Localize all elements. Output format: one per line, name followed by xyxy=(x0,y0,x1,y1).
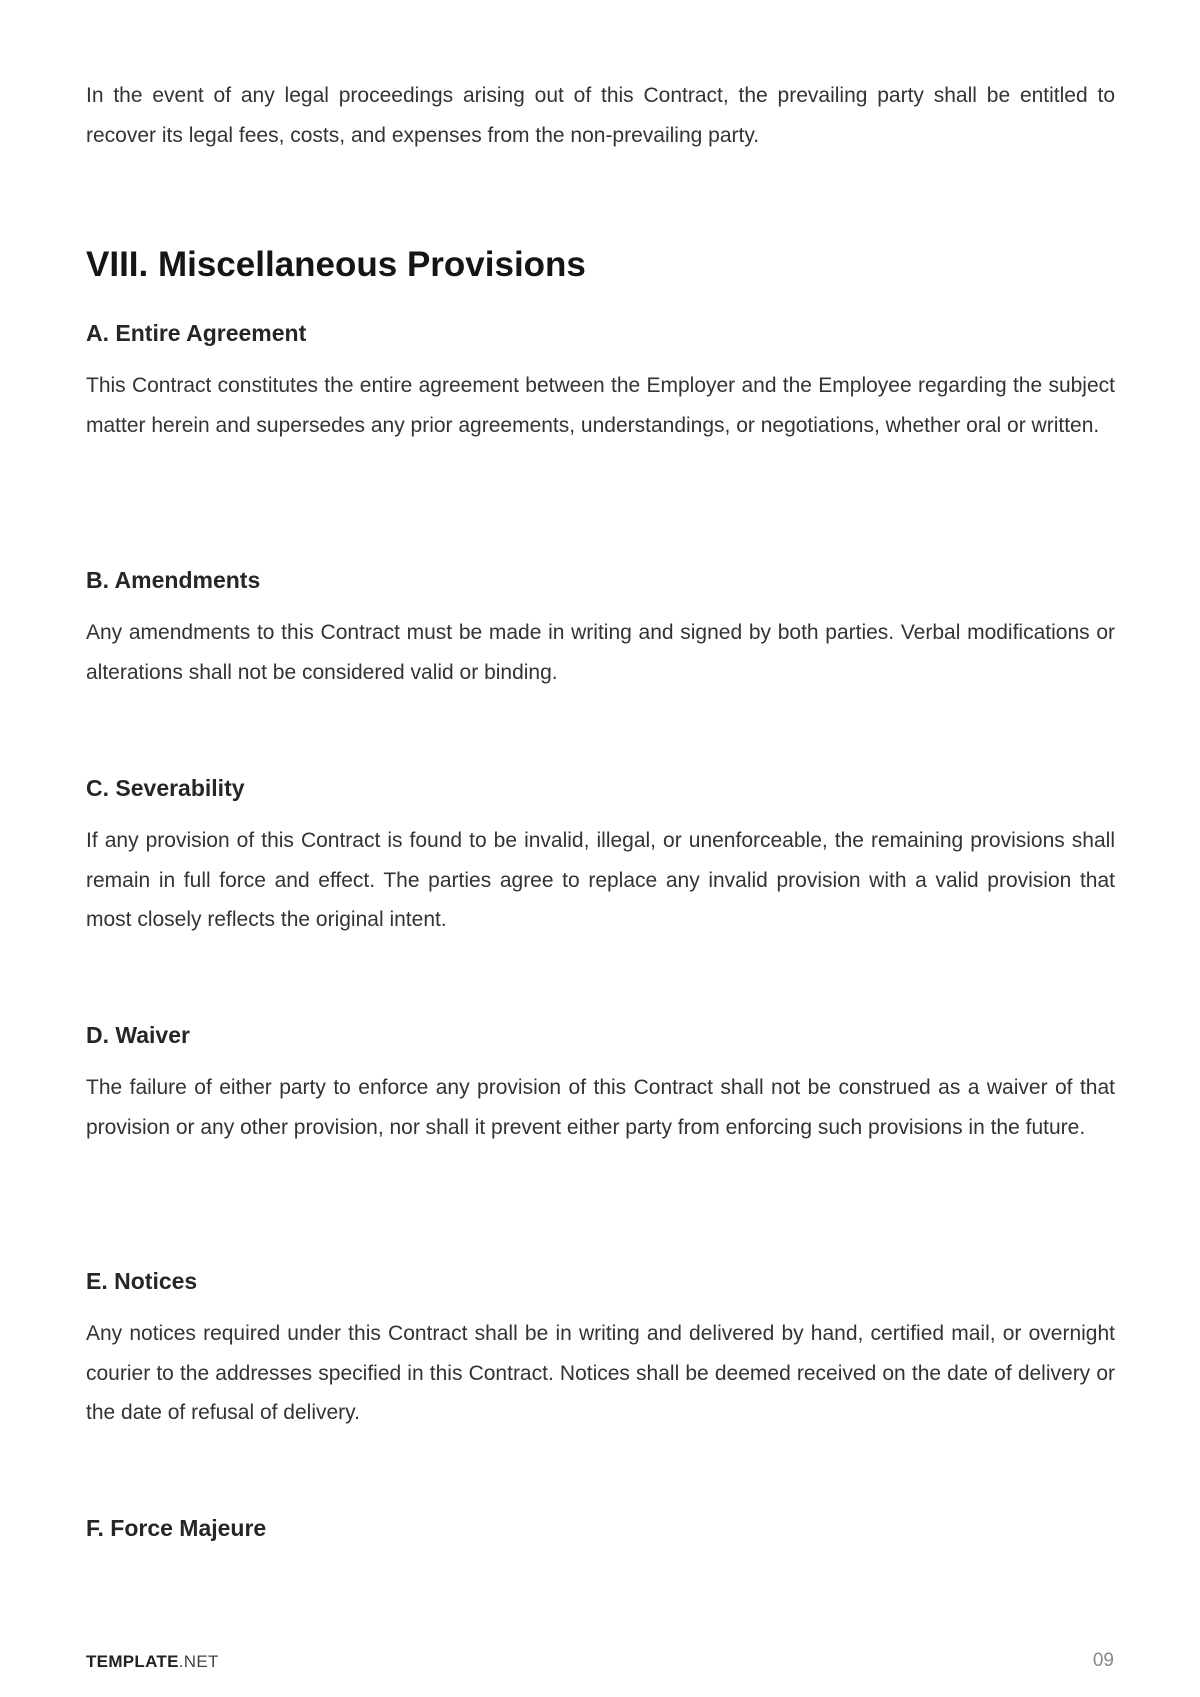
section-heading-block xyxy=(86,243,1115,287)
subsection-heading: C. Severability xyxy=(86,775,245,801)
subsection-heading: B. Amendments xyxy=(86,567,261,593)
subsection-text: This Contract constitutes the entire agreement between the Employer and the Employee regarding the subject matter herein and supersedes any prior agreements, understandings, or negotiations, whether oral or written. xyxy=(86,374,1115,437)
subsection-heading: A. Entire Agreement xyxy=(86,320,307,346)
subsection-severability xyxy=(86,773,1115,940)
subsection-text: Any amendments to this Contract must be made in writing and signed by both parties. Verbal modifications or alterations shall not be considered valid or binding. xyxy=(86,621,1115,684)
subsection-heading: E. Notices xyxy=(86,1268,198,1294)
subsection-entire-agreement xyxy=(86,318,1115,445)
subsection-text: The failure of either party to enforce any provision of this Contract shall not be construed as a waiver of that provision or any other provision, nor shall it prevent either party from enforcing such provisions in the future. xyxy=(86,1076,1115,1139)
subsection-force-majeure xyxy=(86,1513,1115,1543)
subsection-heading: F. Force Majeure xyxy=(86,1515,267,1541)
brand-name: TEMPLATE xyxy=(86,1652,179,1671)
subsection-amendments xyxy=(86,565,1115,692)
footer-brand-logo xyxy=(86,1652,219,1672)
subsection-text: If any provision of this Contract is found to be invalid, illegal, or unenforceable, the remaining provisions shall remain in full force and effect. The parties agree to replace any invalid provision with a valid provision that most closely reflects the original intent. xyxy=(86,829,1115,931)
subsection-waiver xyxy=(86,1020,1115,1147)
section-title: VIII. Miscellaneous Provisions xyxy=(86,245,586,284)
intro-block xyxy=(86,76,1115,155)
subsection-text: Any notices required under this Contract shall be in writing and delivered by hand, certified mail, or overnight courier to the addresses specified in this Contract. Notices shall be deemed received on the date of delivery or the date of refusal of delivery. xyxy=(86,1322,1115,1424)
intro-paragraph: In the event of any legal proceedings arising out of this Contract, the prevailing party shall be entitled to recover its legal fees, costs, and expenses from the non-prevailing party. xyxy=(86,84,1115,147)
brand-suffix: .NET xyxy=(178,1652,219,1671)
subsection-heading: D. Waiver xyxy=(86,1022,190,1048)
page-number: 09 xyxy=(1092,1650,1114,1671)
subsection-notices xyxy=(86,1266,1115,1433)
